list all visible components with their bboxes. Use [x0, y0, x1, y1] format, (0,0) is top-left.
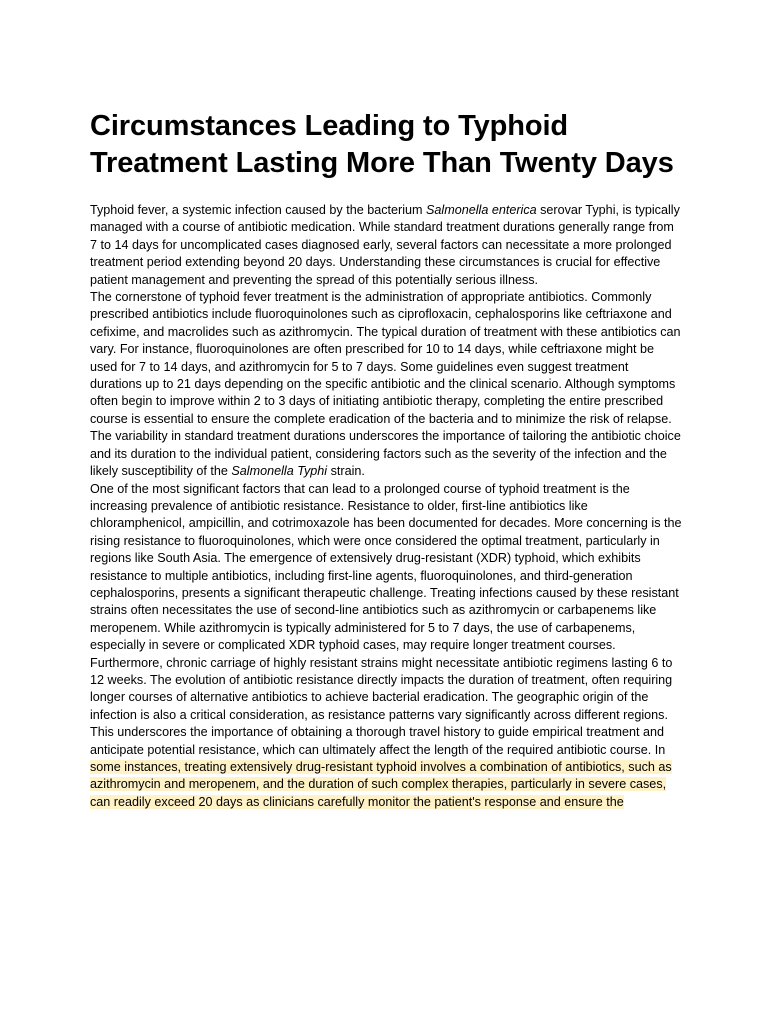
- italic-term: Salmonella enterica: [426, 203, 537, 217]
- paragraph-text: The cornerstone of typhoid fever treatment is the administration of appropriate antibiotics. Commonly prescribed antibiotics include fluoroquinolones such as ciprofloxacin, cephalosporins like ceftriaxone and cefixime, and macrolides such as azithromycin. The typical duration of treatment with these antibiotics can vary. For instance, fluoroquinolones are often prescribed for 10 to 14 days, while ceftriaxone might be used for 7 to 14 days, and azithromycin for 5 to 7 days. Some guidelines even suggest treatment durations up to 21 days depending on the specific antibiotic and the clinical scenario. Although symptoms often begin to improve within 2 to 3 days of initiating antibiotic therapy, completing the entire prescribed course is essential to ensure the complete eradication of the bacteria and to minimize the risk of relapse. The variability in standard treatment durations underscores the importance of tailoring the antibiotic choice and its duration to the individual patient, considering factors such as the severity of the infection and the likely susceptibility of the: [90, 290, 681, 479]
- paragraph-standard-treatment: [90, 289, 682, 480]
- paragraph-text: One of the most significant factors that can lead to a prolonged course of typhoid treatment is the increasing prevalence of antibiotic resistance. Resistance to older, first-line antibiotics like chloramphenicol, ampicillin, and cotrimoxazole has been documented for decades. More concerning is the rising resistance to fluoroquinolones, which were once considered the optimal treatment, particularly in regions like South Asia. The emergence of extensively drug-resistant (XDR) typhoid, which exhibits resistance to multiple antibiotics, including first-line agents, fluoroquinolones, and third-generation cephalosporins, presents a significant therapeutic challenge. Treating infections caused by these resistant strains often necessitates the use of second-line antibiotics such as azithromycin or carbapenems like meropenem. While azithromycin is typically administered for 5 to 7 days, the use of carbapenems, especially in severe or complicated XDR typhoid cases, may require longer treatment courses. Furthermore, chronic carriage of highly resistant strains might necessitate antibiotic regimens lasting 6 to 12 weeks. The evolution of antibiotic resistance directly impacts the duration of treatment, often requiring longer courses of alternative antibiotics to achieve bacterial eradication. The geographic origin of the infection is also a critical consideration, as resistance patterns vary significantly across different regions. This underscores the importance of obtaining a thorough travel history to guide empirical treatment and anticipate potential resistance, which can ultimately affect the length of the required antibiotic course. In: [90, 481, 682, 757]
- highlighted-text[interactable]: some instances, treating extensively drug-resistant typhoid involves a combination of antibiotics, such as azithromycin and meropenem, and the duration of such complex therapies, particularly in severe cases, can readily exceed 20 days as clinicians carefully monitor the patient's response and ensure the: [90, 760, 672, 809]
- document-title: Circumstances Leading to Typhoid Treatment Lasting More Than Twenty Days: [90, 110, 674, 179]
- paragraph-text: serovar Typhi, is typically managed with a course of antibiotic medication. While standard treatment durations generally range from 7 to 14 days for uncomplicated cases diagnosed early, several factors can necessitate a more prolonged treatment period extending beyond 20 days. Understanding these circumstances is crucial for effective patient management and preventing the spread of this potentially serious illness.: [90, 203, 680, 287]
- italic-term: Salmonella Typhi: [231, 464, 328, 479]
- paragraph-text: Typhoid fever, a systemic infection caused by the bacterium: [90, 203, 427, 217]
- paragraph-antibiotic-resistance: [90, 481, 682, 812]
- paragraph-intro: [90, 202, 682, 289]
- paragraph-text: strain.: [327, 464, 365, 479]
- document-page: [90, 108, 682, 811]
